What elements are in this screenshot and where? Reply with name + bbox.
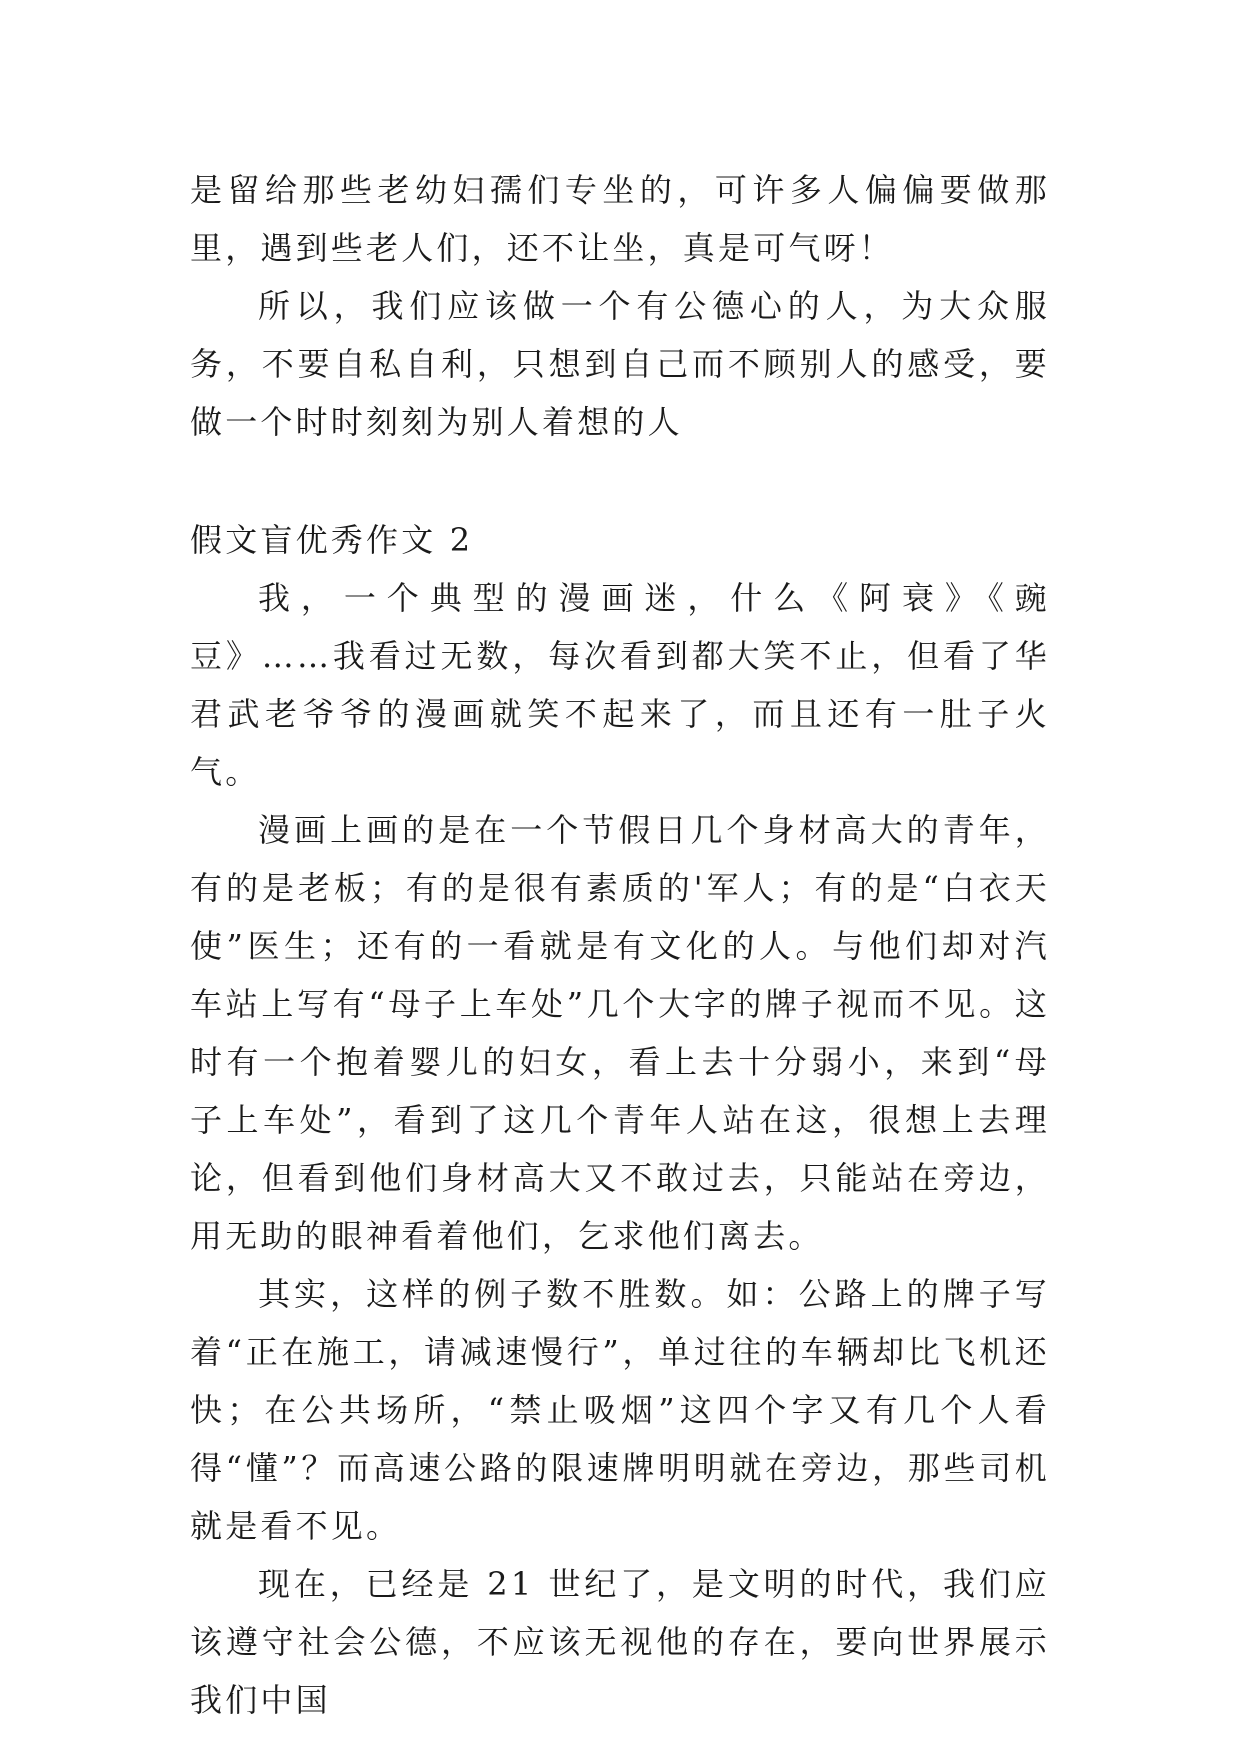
paragraph-continuation: 是留给那些老幼妇孺们专坐的，可许多人偏偏要做那里，遇到些老人们，还不让坐，真是可气呀！ <box>190 171 1050 267</box>
essay-title: 假文盲优秀作文 2 <box>190 521 474 559</box>
paragraph-cartoon-description: 漫画上画的是在一个节假日几个身材高大的青年，有的是老板；有的是很有素质的'军人；有的是“白衣天使”医生；还有的一看就是有文化的人。与他们却对汽车站上写有“母子上车处”几个大字的牌子视而不见。这时有一个抱着婴儿的妇女，看上去十分弱小，来到“母子上车处”，看到了这几个青年人站在这，很想上去理论，但看到他们身材高大又不敢过去，只能站在旁边，用无助的眼神看着他们，乞求他们离去。 <box>190 811 1050 1255</box>
paragraph-conclusion: 所以，我们应该做一个有公德心的人，为大众服务，不要自私自利，只想到自己而不顾别人的感受，要做一个时时刻刻为别人着想的人 <box>190 287 1050 441</box>
paragraph-intro: 我，一个典型的漫画迷，什么《阿衰》《豌豆》……我看过无数，每次看到都大笑不止，但看了华君武老爷爷的漫画就笑不起来了，而且还有一肚子火气。 <box>190 579 1050 791</box>
document-body <box>190 161 1050 1729</box>
paragraph-closing: 现在，已经是 21 世纪了，是文明的时代，我们应该遵守社会公德，不应该无视他的存在，要向世界展示我们中国 <box>190 1565 1050 1719</box>
paragraph-examples: 其实，这样的例子数不胜数。如：公路上的牌子写着“正在施工，请减速慢行”，单过往的车辆却比飞机还快；在公共场所，“禁止吸烟”这四个字又有几个人看得“懂”？而高速公路的限速牌明明就在旁边，那些司机就是看不见。 <box>190 1275 1050 1545</box>
